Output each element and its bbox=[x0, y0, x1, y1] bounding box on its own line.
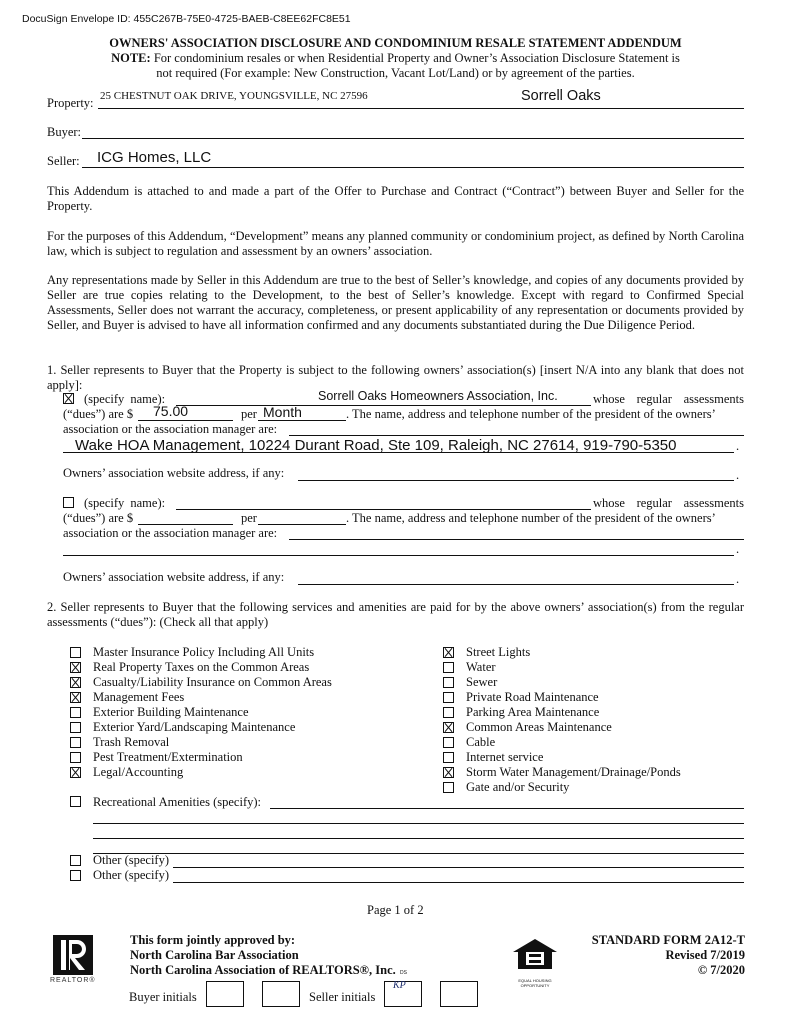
docusign-ds-mark: DS bbox=[400, 970, 407, 976]
amenity-label: Sewer bbox=[466, 675, 498, 689]
note bbox=[0, 51, 791, 81]
amenity-label: Gate and/or Security bbox=[466, 780, 570, 794]
checkbox-sewer[interactable] bbox=[443, 677, 454, 688]
approved-line3: North Carolina Association of REALTORS®, Inc. bbox=[130, 963, 396, 977]
checkbox-storm-water[interactable] bbox=[443, 767, 454, 778]
amenity-label: Private Road Maintenance bbox=[466, 690, 599, 704]
checkbox-legal-accounting[interactable] bbox=[70, 767, 81, 778]
amenity-label: Master Insurance Policy Including All Units bbox=[93, 645, 315, 659]
checkbox-internet[interactable] bbox=[443, 752, 454, 763]
association2-name-field[interactable] bbox=[176, 509, 591, 510]
specify-name-label: (specify name): bbox=[84, 496, 166, 510]
checkbox-management-fees[interactable] bbox=[70, 692, 81, 703]
checkbox-gate-security[interactable] bbox=[443, 782, 454, 793]
checkbox-water[interactable] bbox=[443, 662, 454, 673]
amenity-label: Exterior Building Maintenance bbox=[93, 705, 249, 719]
dues-label: (“dues”) are $ bbox=[63, 407, 134, 421]
per-label: per bbox=[241, 407, 257, 421]
realtor-r-icon bbox=[53, 935, 93, 975]
property-field[interactable]: 25 CHESTNUT OAK DRIVE, YOUNGSVILLE, NC 27596 bbox=[100, 90, 368, 102]
approved-line1: This form jointly approved by: bbox=[130, 933, 296, 947]
amenity-label: Parking Area Maintenance bbox=[466, 705, 600, 719]
subdivision-field[interactable]: Sorrell Oaks bbox=[521, 88, 601, 104]
seller-initials-box-2[interactable] bbox=[440, 981, 478, 1007]
amenity-label: Common Areas Maintenance bbox=[466, 720, 612, 734]
dues-line bbox=[138, 420, 233, 421]
form-name: STANDARD FORM 2A12-T bbox=[591, 933, 745, 947]
association2-dues-field[interactable] bbox=[138, 524, 233, 525]
checkbox-street-lights[interactable] bbox=[443, 647, 454, 658]
amenity-label: Exterior Yard/Landscaping Maintenance bbox=[93, 720, 296, 734]
recreational-line-4 bbox=[93, 853, 744, 854]
seller-field[interactable]: ICG Homes, LLC bbox=[97, 149, 212, 166]
paragraph-addendum: This Addendum is attached to and made a part of the Offer to Purchase and Contract (“Contract”) between Buyer and Seller for the Property. bbox=[47, 184, 744, 213]
amenity-label: Street Lights bbox=[466, 645, 531, 659]
recreational-line-2 bbox=[93, 823, 744, 824]
amenity-label: Casualty/Liability Insurance on Common Areas bbox=[93, 675, 332, 689]
form-copyright: © 7/2020 bbox=[697, 963, 745, 977]
note-line2: not required (For example: New Construction, Vacant Lot/Land) or by agreement of the parties. bbox=[156, 66, 635, 80]
seller-initials-label: Seller initials bbox=[309, 990, 376, 1004]
seller-initials-box-1[interactable] bbox=[384, 981, 422, 1007]
equal-housing-text: EQUAL HOUSING OPPORTUNITY bbox=[518, 978, 552, 988]
specify-name-label: (specify name): bbox=[84, 392, 166, 406]
section1-intro: 1. Seller represents to Buyer that the Property is subject to the following owners’ association(s) [insert N/A into any blank that does not apply]: bbox=[47, 363, 744, 392]
buyer-initials-label: Buyer initials bbox=[129, 990, 197, 1004]
other1-field[interactable] bbox=[173, 867, 744, 868]
buyer-label: Buyer: bbox=[47, 125, 82, 139]
amenity-label: Legal/Accounting bbox=[93, 765, 184, 779]
buyer-initials-box-2[interactable] bbox=[262, 981, 300, 1007]
property-field-line bbox=[98, 108, 744, 109]
amenity-label: Pest Treatment/Extermination bbox=[93, 750, 243, 764]
other1-label: Other (specify) bbox=[93, 853, 170, 867]
section2-intro: 2. Seller represents to Buyer that the following services and amenities are paid for by the above owners’ association(s) from the regular assessments (“dues”): (Check all that apply) bbox=[47, 600, 744, 629]
amenity-label: Storm Water Management/Drainage/Ponds bbox=[466, 765, 681, 779]
president-text: . The name, address and telephone number of the president of the owners’ bbox=[346, 407, 716, 421]
period-mark: . bbox=[736, 572, 740, 586]
manager-label: association or the association manager are: bbox=[63, 422, 278, 436]
checkbox-exterior-yard[interactable] bbox=[70, 722, 81, 733]
seller-initial-signature: KP bbox=[393, 980, 406, 991]
checkbox-trash-removal[interactable] bbox=[70, 737, 81, 748]
form-info bbox=[560, 933, 745, 978]
association2-manager-field[interactable] bbox=[289, 539, 744, 540]
association2-website-field[interactable] bbox=[298, 584, 734, 585]
association2-manager-line-2 bbox=[63, 555, 734, 556]
manager-label: association or the association manager are: bbox=[63, 526, 278, 540]
equal-housing-icon bbox=[510, 937, 560, 977]
note-label: NOTE: bbox=[111, 51, 151, 65]
buyer-field[interactable] bbox=[82, 138, 744, 139]
association2-period-field[interactable] bbox=[258, 524, 346, 525]
amenity-label: Trash Removal bbox=[93, 735, 170, 749]
association1-name-field[interactable]: Sorrell Oaks Homeowners Association, Inc. bbox=[318, 389, 558, 403]
checkbox-casualty-insurance[interactable] bbox=[70, 677, 81, 688]
amenity-label: Water bbox=[466, 660, 496, 674]
president-text: . The name, address and telephone number of the president of the owners’ bbox=[346, 511, 716, 525]
checkbox-common-areas[interactable] bbox=[443, 722, 454, 733]
approved-line2: North Carolina Bar Association bbox=[130, 948, 299, 962]
association1-name-line bbox=[176, 405, 591, 406]
note-line1: For condominium resales or when Residential Property and Owner’s Association Disclosure Statement is bbox=[153, 51, 680, 65]
other2-label: Other (specify) bbox=[93, 868, 170, 882]
checkbox-other-1[interactable] bbox=[70, 855, 81, 866]
manager-line-1 bbox=[289, 435, 744, 436]
realtor-logo-text: REALTOR® bbox=[50, 977, 96, 984]
checkbox-pest-treatment[interactable] bbox=[70, 752, 81, 763]
other2-field[interactable] bbox=[173, 882, 744, 883]
period-line bbox=[258, 420, 346, 421]
form-revised: Revised 7/2019 bbox=[665, 948, 745, 962]
checkbox-real-property-taxes[interactable] bbox=[70, 662, 81, 673]
association1-website-field[interactable] bbox=[298, 480, 734, 481]
checkbox-parking-area[interactable] bbox=[443, 707, 454, 718]
website-label: Owners’ association website address, if any: bbox=[63, 570, 285, 584]
realtor-logo-icon bbox=[53, 935, 93, 975]
envelope-id: DocuSign Envelope ID: 455C267B-75E0-4725-BAEB-C8EE62FC8E51 bbox=[22, 13, 351, 25]
whose-label: whose regular assessments bbox=[593, 496, 744, 510]
amenity-label: Cable bbox=[466, 735, 496, 749]
page-number: Page 1 of 2 bbox=[367, 903, 424, 917]
seller-label: Seller: bbox=[47, 154, 80, 168]
page-title: OWNERS' ASSOCIATION DISCLOSURE AND CONDOMINIUM RESALE STATEMENT ADDENDUM bbox=[109, 36, 682, 50]
paragraph-representations: Any representations made by Seller in this Addendum are true to the best of Seller’s knowledge, and copies of any documents provided by Seller are true copies relating to the Development, to the best of Seller’s knowledge. Except with regard to Confirmed Special Assessments, Seller does not warrant the accuracy, completeness, or present applicability of any representation or documents provided by Seller, and Buyer is advised to have all information confirmed and any documents substantiated during the Due Diligence Period. bbox=[47, 273, 744, 332]
approved-by bbox=[130, 933, 396, 978]
website-label: Owners’ association website address, if any: bbox=[63, 466, 285, 480]
period-mark: . bbox=[736, 468, 740, 482]
recreational-line-3 bbox=[93, 838, 744, 839]
association1-period-field[interactable]: Month bbox=[263, 404, 302, 420]
amenity-label: Management Fees bbox=[93, 690, 185, 704]
whose-label: whose regular assessments bbox=[593, 392, 744, 406]
association1-manager-field[interactable]: Wake HOA Management, 10224 Durant Road, Ste 109, Raleigh, NC 27614, 919-790-5350 bbox=[75, 437, 677, 454]
checkbox-master-insurance[interactable] bbox=[70, 647, 81, 658]
property-label: Property: bbox=[47, 96, 94, 110]
recreational-label: Recreational Amenities (specify): bbox=[93, 795, 261, 809]
period-mark: . bbox=[736, 542, 740, 556]
checkbox-other-2[interactable] bbox=[70, 870, 81, 881]
association1-checkbox[interactable] bbox=[63, 393, 74, 404]
association2-checkbox[interactable] bbox=[63, 497, 74, 508]
amenity-label: Internet service bbox=[466, 750, 544, 764]
checkbox-exterior-building[interactable] bbox=[70, 707, 81, 718]
seller-field-line bbox=[82, 167, 744, 168]
paragraph-development: For the purposes of this Addendum, “Development” means any planned community or condominium project, as defined by North Carolina law, which is subject to regulation and assessment by an owners’ association. bbox=[47, 229, 744, 258]
association1-dues-field[interactable]: 75.00 bbox=[153, 403, 189, 419]
checkbox-private-road[interactable] bbox=[443, 692, 454, 703]
period-mark: . bbox=[736, 439, 740, 453]
recreational-field[interactable] bbox=[270, 808, 744, 809]
per-label: per bbox=[241, 511, 257, 525]
amenity-label: Real Property Taxes on the Common Areas bbox=[93, 660, 310, 674]
checkbox-recreational[interactable] bbox=[70, 796, 81, 807]
buyer-initials-box-1[interactable] bbox=[206, 981, 244, 1007]
dues-label: (“dues”) are $ bbox=[63, 511, 134, 525]
checkbox-cable[interactable] bbox=[443, 737, 454, 748]
